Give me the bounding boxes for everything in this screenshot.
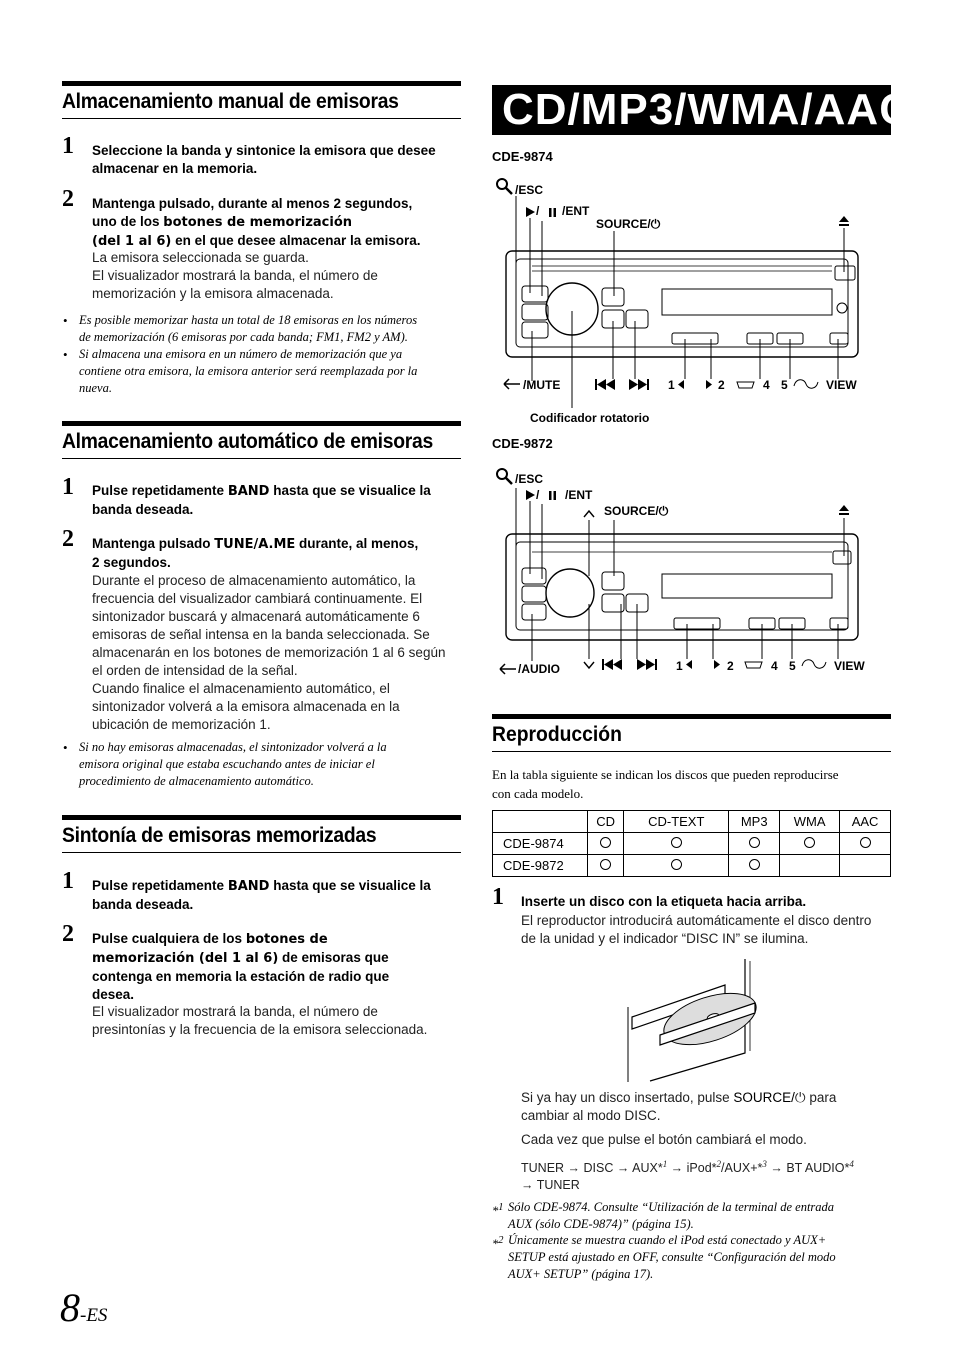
return-icon: [504, 379, 520, 389]
source-key: SOURCE/: [733, 1090, 795, 1105]
section-header-auto: [62, 421, 461, 459]
prev-folder-icon: [686, 660, 692, 669]
step-line: contenga en memoria la estación de radio que: [92, 969, 390, 984]
body-fragment: para: [805, 1090, 837, 1105]
step-line: [92, 482, 464, 501]
body-line: sintonizador volverá a la emisora almacenada en la: [92, 699, 400, 714]
table-cell: [588, 833, 624, 855]
footnote: [508, 1232, 898, 1283]
step-number: 1: [62, 868, 74, 894]
unit-body: [506, 251, 858, 357]
step-text: Inserte un disco con la etiqueta hacia arriba.: [521, 894, 807, 909]
step-line: banda deseada.: [92, 502, 194, 517]
body-line: El visualizador mostrará la banda, el número de: [92, 268, 378, 283]
footnote-star: *: [492, 1237, 499, 1252]
body-line: memorización y la emisora almacenada.: [92, 286, 334, 301]
section-header-manual: [62, 81, 461, 119]
step-number: 1: [62, 474, 74, 500]
step-fragment: en el que desee almacenar la emisora.: [171, 233, 421, 248]
section-title: Sintonía de emisoras memorizadas: [62, 824, 377, 847]
table-row: [493, 855, 891, 877]
footnote-star: *: [492, 1204, 499, 1219]
search-icon: [497, 469, 512, 484]
seq-fragment: TUNER → DISC → AUX*: [521, 1161, 663, 1176]
table-cell: [840, 855, 891, 877]
pause-icon: [554, 208, 557, 217]
table-row: [493, 833, 891, 855]
body-line: [521, 1089, 893, 1107]
eject-icon: [839, 505, 849, 511]
key-term: BAND: [227, 484, 270, 499]
body-line: ubicación de memorización 1.: [92, 717, 271, 732]
preset-2-label: 2: [718, 378, 725, 392]
footnote-marker: [492, 1232, 503, 1253]
audio-label: /AUDIO: [518, 662, 560, 676]
supported-mark: [600, 859, 611, 870]
step-line: desea.: [92, 987, 135, 1002]
seq-fragment: /AUX+*: [721, 1161, 763, 1176]
source-label: [604, 504, 668, 519]
step-number: 2: [62, 526, 74, 552]
source-text: SOURCE/: [604, 504, 659, 518]
note-line: Es posible memorizar hasta un total de 18 emisoras en los números: [79, 313, 418, 327]
page-number-suffix: -ES: [80, 1305, 108, 1326]
body-line: almacenarán en los botones de memorización 1 al 6 según: [92, 645, 446, 660]
body-line: el orden de intensidad de la señal.: [92, 663, 298, 678]
intro-line: En la tabla siguiente se indican los discos que pueden reproducirse: [492, 767, 839, 782]
body-line: cambiar al modo DISC.: [521, 1108, 661, 1123]
footnote-marker: [492, 1199, 503, 1220]
ent-label: /ENT: [562, 204, 590, 218]
step-line: banda deseada.: [92, 897, 194, 912]
key-term: memorización (del 1 al 6): [92, 951, 279, 966]
play-icon: [526, 490, 535, 500]
body-line: El reproductor introducirá automáticamente el disco dentro: [521, 913, 872, 928]
step-body: [92, 572, 464, 734]
table-header: CD-TEXT: [624, 811, 729, 833]
footnote: [508, 1199, 898, 1233]
disc-insert-illustration: [620, 957, 770, 1082]
body-line: sintonizador buscará y almacenará automáticamente 6: [92, 609, 420, 624]
step-body: [521, 912, 893, 948]
footnote-line: Sólo CDE-9874. Consulte “Utilización de la terminal de entrada: [508, 1200, 835, 1214]
body-line: Cuando finalice el almacenamiento automático, el: [92, 681, 390, 696]
note-line: Si no hay emisoras almacenadas, el sintonizador volverá a la: [79, 740, 387, 754]
preset-5-label: 5: [789, 659, 796, 673]
chapter-title: [492, 85, 912, 135]
body-line: frecuencia del visualizador cambiará continuamente. El: [92, 591, 423, 606]
step-fragment: uno de los: [92, 214, 164, 229]
supported-mark: [600, 837, 611, 848]
body-fragment: Si ya hay un disco insertado, pulse: [521, 1090, 734, 1105]
step-number: 1: [62, 133, 74, 159]
key-term: BAND: [227, 879, 270, 894]
prev-icon: [595, 379, 615, 390]
supported-mark: [860, 837, 871, 848]
key-term: botones de memorización: [163, 215, 353, 230]
play-icon: [526, 207, 535, 217]
supported-mark: [804, 837, 815, 848]
table-cell: [780, 855, 840, 877]
step-body: [92, 1003, 464, 1039]
table-cell-model: CDE-9874: [493, 833, 588, 855]
view-label: VIEW: [826, 378, 857, 392]
step-text: [92, 930, 464, 1004]
section-title: Almacenamiento automático de emisoras: [62, 430, 433, 453]
body-line: El visualizador mostrará la banda, el número de: [92, 1004, 378, 1019]
step-text: [92, 877, 464, 914]
supported-mark: [671, 837, 682, 848]
power-icon: ⏻: [650, 217, 661, 231]
note: [79, 739, 464, 790]
model-label: CDE-9874: [492, 149, 553, 164]
step-text: [92, 482, 464, 519]
table-cell-model: CDE-9872: [493, 855, 588, 877]
supported-mark: [671, 859, 682, 870]
prev-icon: [602, 659, 622, 670]
chapter-title-text: CD/MP3/WMA/AAC: [502, 85, 912, 134]
key-term: TUNE/A.ME: [214, 537, 296, 552]
view-label: VIEW: [834, 659, 865, 673]
note: [79, 346, 464, 397]
shuffle-icon: [794, 380, 818, 389]
return-icon: [500, 664, 516, 674]
key-term: botones de: [245, 932, 328, 947]
note-line: emisora original que estaba escuchando antes de iniciar el: [79, 757, 375, 771]
repeat-icon: [745, 662, 762, 668]
table-cell: [780, 833, 840, 855]
preset-1-label: 1: [668, 378, 675, 392]
table-corner: [493, 811, 588, 833]
body-line: emisoras de señal intensa en la banda seleccionada. Se: [92, 627, 430, 642]
section-title: Almacenamiento manual de emisoras: [62, 90, 399, 113]
preset-5-label: 5: [781, 378, 788, 392]
step-line: [92, 949, 464, 968]
eject-icon: [839, 224, 849, 226]
page-number-digit: 8: [60, 1285, 80, 1330]
body-line: Durante el proceso de almacenamiento automático, la: [92, 573, 416, 588]
play-pause-sep: /: [536, 488, 540, 502]
step-line: Mantenga pulsado, durante al menos 2 segundos,: [92, 196, 413, 211]
footnote-num: 2: [498, 1235, 504, 1246]
supported-mark: [749, 859, 760, 870]
section-header-playback: [492, 714, 891, 752]
step-body: [92, 249, 462, 303]
eject-icon: [839, 216, 849, 222]
table-cell: [624, 855, 729, 877]
footnote-ref: 3: [762, 1159, 767, 1169]
table-cell: [729, 833, 780, 855]
bullet: •: [63, 313, 68, 328]
footnote-ref: 1: [662, 1159, 668, 1169]
step-number: 2: [62, 186, 74, 212]
repeat-icon: [737, 382, 754, 388]
footnote-line: Únicamente se muestra cuando el iPod está conectado y AUX+: [508, 1233, 827, 1247]
footnote-line: AUX (sólo CDE-9874)” (página 15).: [508, 1217, 694, 1231]
up-icon: [584, 511, 594, 517]
step-text: [92, 535, 464, 572]
body-line: La emisora seleccionada se guarda.: [92, 250, 309, 265]
pause-icon: [549, 491, 552, 500]
prev-folder-icon: [678, 380, 684, 389]
mute-label: /MUTE: [523, 378, 561, 392]
intro-line: con cada modelo.: [492, 786, 584, 801]
section-title: Reproducción: [492, 723, 622, 746]
disc-compat-table: [492, 810, 891, 877]
seq-fragment: → iPod*: [667, 1161, 717, 1176]
table-cell: [729, 855, 780, 877]
unit-diagram-9872: [492, 464, 892, 694]
step-fragment: hasta que se visualice la: [269, 878, 431, 893]
next-icon: [637, 659, 657, 670]
step-line: [92, 877, 464, 896]
key-term: (del 1 al 6): [92, 234, 172, 249]
table-header: CD: [588, 811, 624, 833]
source-label: [596, 217, 660, 232]
note-line: de memorización (6 emisoras por cada banda; FM1, FM2 y AM).: [79, 330, 408, 344]
preset-4-label: 4: [763, 378, 770, 392]
step-number: 2: [62, 921, 74, 947]
page-number: [60, 1284, 107, 1331]
table-header: WMA: [780, 811, 840, 833]
step-fragment: durante, al menos,: [295, 536, 419, 551]
sequence-line: → TUNER: [521, 1178, 580, 1193]
table-header: MP3: [729, 811, 780, 833]
ent-label: /ENT: [565, 488, 593, 502]
step-fragment: Mantenga pulsado: [92, 536, 215, 551]
shuffle-icon: [802, 660, 826, 669]
footnote-line: SETUP está ajustado en OFF, consulte “Configuración del modo: [508, 1250, 836, 1264]
model-label: CDE-9872: [492, 436, 553, 451]
step-fragment: Pulse repetidamente: [92, 483, 228, 498]
down-icon: [584, 662, 594, 668]
step-text: [92, 195, 462, 251]
note-line: procedimiento de almacenamiento automático.: [79, 774, 314, 788]
bullet: •: [63, 740, 68, 755]
esc-label: /ESC: [515, 183, 544, 197]
search-icon: [497, 179, 512, 194]
preset-1-label: 1: [676, 659, 683, 673]
play-pause-sep: /: [536, 204, 540, 218]
table-cell: [588, 855, 624, 877]
note-line: Si almacena una emisora en un número de memorización que ya: [79, 347, 403, 361]
next-folder-icon: [714, 660, 720, 669]
note-line: nueva.: [79, 381, 112, 395]
seq-fragment: → BT AUDIO*: [766, 1161, 850, 1176]
sequence-line: [521, 1156, 893, 1177]
step-line: 2 segundos.: [92, 555, 171, 570]
note: [79, 312, 464, 346]
table-header-row: [493, 811, 891, 833]
esc-label: /ESC: [515, 472, 544, 486]
mode-text: Cada vez que pulse el botón cambiará el modo.: [521, 1132, 807, 1147]
step-line: [92, 213, 462, 232]
footnote-num: 1: [498, 1202, 504, 1213]
body-line: presintonías y la frecuencia de la emisora seleccionada.: [92, 1022, 428, 1037]
bullet: •: [63, 347, 68, 362]
step-fragment: Pulse cualquiera de los: [92, 931, 246, 946]
source-instruction: [521, 1089, 893, 1125]
preset-2-label: 2: [727, 659, 734, 673]
table-cell: [840, 833, 891, 855]
step-text: Seleccione la banda y sintonice la emisora que desee almacenar en la memoria.: [92, 143, 436, 176]
intro-text: [492, 765, 892, 803]
step-fragment: hasta que se visualice la: [269, 483, 431, 498]
step-number: 1: [492, 884, 504, 910]
step-fragment: de emisoras que: [278, 950, 389, 965]
section-header-preset: [62, 815, 461, 853]
preset-4-label: 4: [771, 659, 778, 673]
encoder-label: Codificador rotatorio: [530, 411, 650, 425]
next-folder-icon: [706, 380, 712, 389]
pause-icon: [554, 491, 557, 500]
supported-mark: [749, 837, 760, 848]
table-header: AAC: [840, 811, 891, 833]
note-line: contiene otra emisora, la emisora anterior será reemplazada por la: [79, 364, 418, 378]
footnote-ref: 2: [716, 1159, 722, 1169]
body-line: de la unidad y el indicador “DISC IN” se ilumina.: [521, 931, 809, 946]
eject-icon: [839, 513, 849, 515]
next-icon: [629, 379, 649, 390]
table-cell: [624, 833, 729, 855]
step-fragment: Pulse repetidamente: [92, 878, 228, 893]
power-icon: ⏻: [658, 504, 669, 518]
pause-icon: [549, 208, 552, 217]
power-icon: ⏻: [794, 1090, 806, 1105]
step-line: [92, 535, 464, 554]
footnote-ref: 4: [849, 1159, 854, 1169]
source-text: SOURCE/: [596, 217, 651, 231]
mode-sequence: [521, 1156, 893, 1194]
footnote-line: AUX+ SETUP” (página 17).: [508, 1267, 654, 1281]
step-line: [92, 930, 464, 949]
